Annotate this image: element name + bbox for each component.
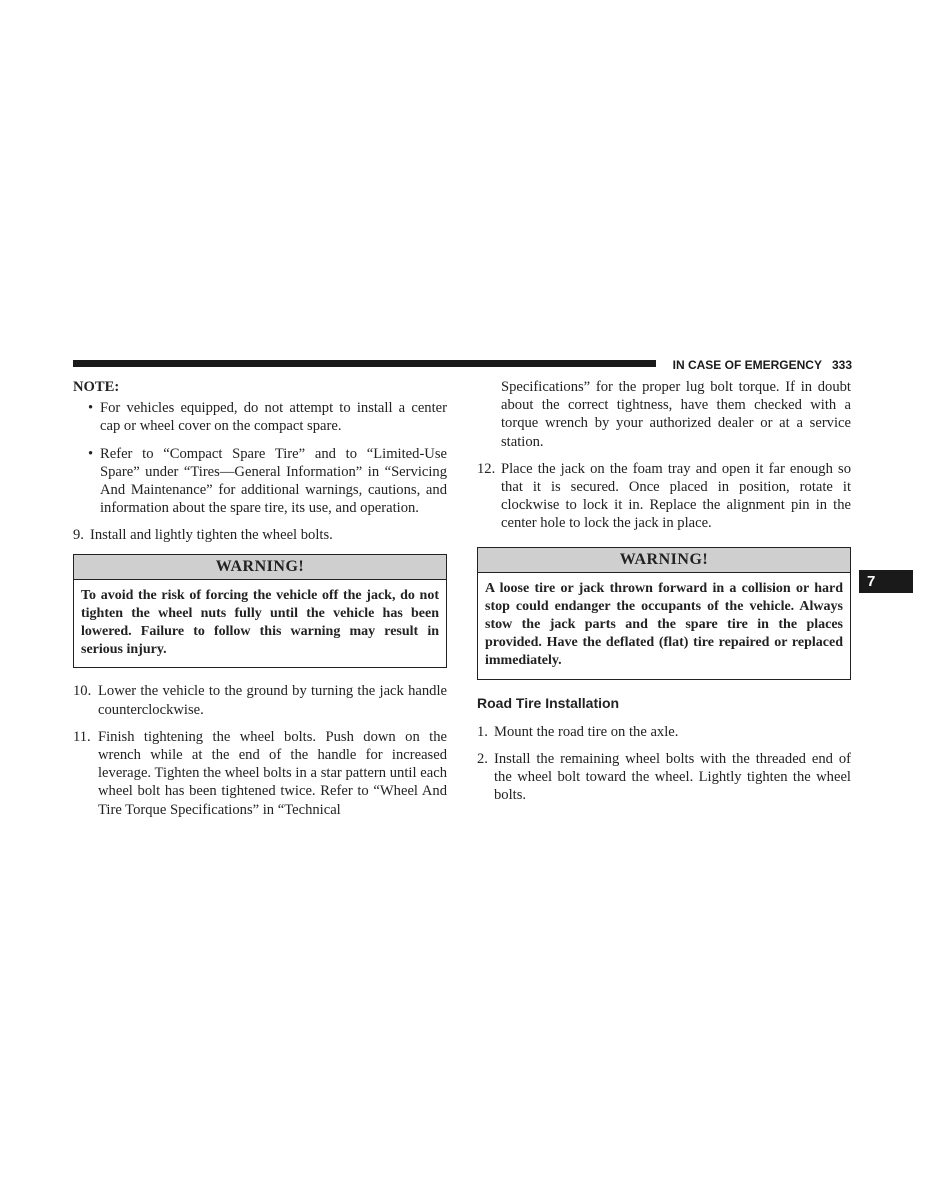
bullet-icon: • (88, 445, 94, 462)
right-column (477, 378, 851, 814)
note-label: NOTE: (73, 379, 120, 395)
continued-text: Specifications” for the proper lug bolt torque. If in doubt about the correct tightness, have them checked with a torque wrench by your authorized dealer or at a service station. (501, 379, 851, 450)
warning-box (477, 547, 851, 680)
warning-text: To avoid the risk of forcing the vehicle off the jack, do not tighten the wheel nuts fully until the vehicle has been lowered. Failure to follow this warning may result in serious injury. (81, 587, 439, 658)
step-number: 1. (477, 723, 488, 740)
bullet-text: For vehicles equipped, do not attempt to install a center cap or wheel cover on the compact spare. (100, 400, 447, 435)
road-step-1 (477, 723, 851, 741)
page-number: 333 (831, 358, 852, 372)
road-step-2 (477, 750, 851, 805)
step-9 (73, 526, 447, 544)
step-12 (477, 460, 851, 533)
warning-text: A loose tire or jack thrown forward in a collision or hard stop could endanger the occupants of the vehicle. Always stow the jack parts and the spare tire in the places provided. Have the deflated (flat) tire repaired or replaced immediately. (485, 580, 843, 669)
step-number: 2. (477, 751, 488, 768)
step-number: 12. (477, 460, 496, 477)
step-text: Place the jack on the foam tray and open it far enough so that it is secured. Once placed in position, rotate it clockwise to lock it in. Replace the alignment pin in the center hole to lock the jack in place. (501, 460, 851, 532)
step-10 (73, 682, 447, 718)
bullet-icon: • (88, 400, 94, 417)
section-subheading: Road Tire Installation (477, 694, 620, 711)
warning-box (73, 554, 447, 669)
step-text: Install and lightly tighten the wheel bolts. (90, 527, 333, 544)
step-text: Lower the vehicle to the ground by turning the jack handle counterclockwise. (98, 683, 447, 718)
left-column (73, 378, 447, 828)
step-number: 11. (73, 728, 91, 745)
step-11 (73, 728, 447, 819)
step-text: Mount the road tire on the axle. (494, 723, 679, 740)
bullet-text: Refer to “Compact Spare Tire” and to “Limited-Use Spare” under “Tires—General Information” in “Servicing And Maintenance” for additional warnings, cautions, and information about the spare tire, its use, and operation. (100, 445, 447, 517)
step-text: Install the remaining wheel bolts with the threaded end of the wheel bolt toward the wheel. Lightly tighten the wheel bolts. (494, 751, 851, 804)
chapter-tab: 7 (859, 570, 913, 593)
warning-title: WARNING! (478, 548, 850, 573)
header-rule (73, 360, 656, 367)
note-bullet (73, 445, 447, 518)
note-bullet (73, 399, 447, 435)
warning-title: WARNING! (74, 555, 446, 580)
running-header (666, 357, 852, 373)
step-number: 9. (73, 527, 84, 544)
step-text: Finish tightening the wheel bolts. Push down on the wrench while at the end of the handle for increased leverage. Tighten the wheel bolts in a star pattern until each wheel bolt has been tightened twice. Refer to “Wheel And Tire Torque Specifications” in “Technical (98, 728, 447, 818)
step-number: 10. (73, 683, 92, 700)
section-title: IN CASE OF EMERGENCY (672, 358, 822, 372)
